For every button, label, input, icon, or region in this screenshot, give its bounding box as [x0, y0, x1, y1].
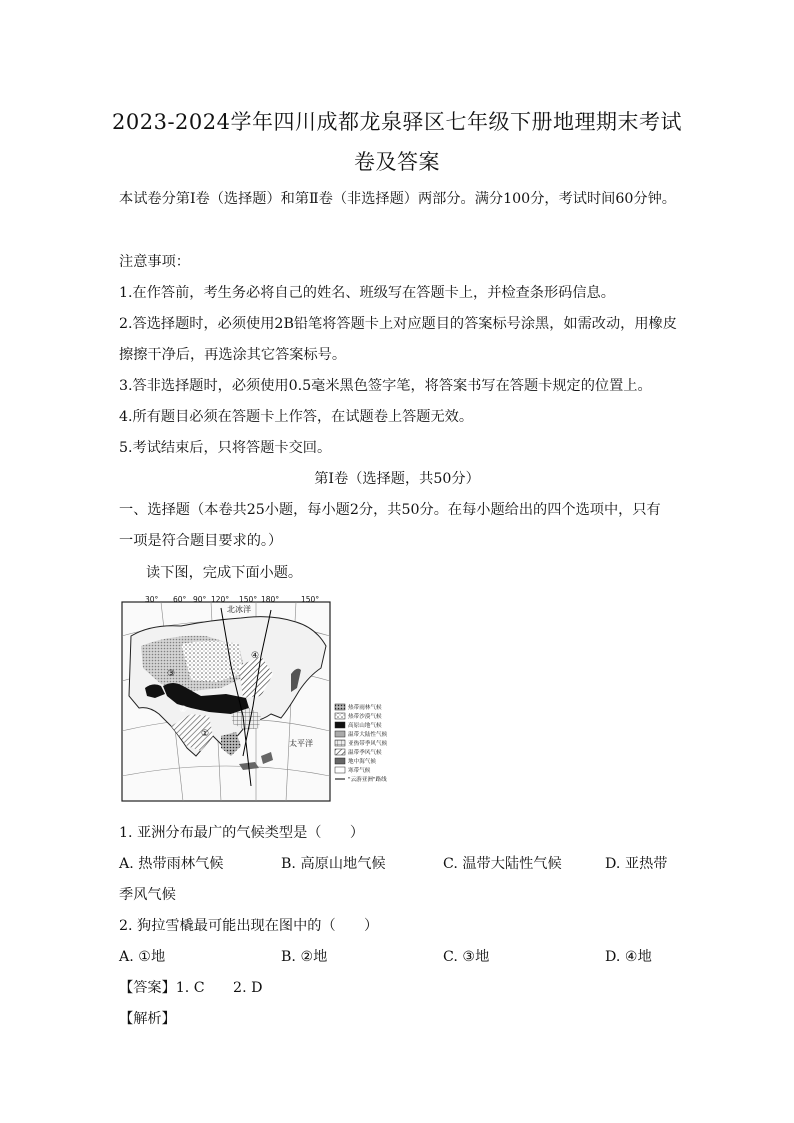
notes-heading: 注意事项： [119, 254, 190, 270]
legend-label-6: 温带季风气候 [348, 750, 382, 756]
legend-label-5: 亚热带季风气候 [348, 741, 388, 747]
legend-swatch-7 [335, 758, 345, 764]
q1-option-a: A. 热带雨林气候 [119, 856, 224, 872]
legend-swatch-1 [335, 704, 345, 710]
arctic-ocean-label: 北冰洋 [227, 605, 251, 614]
marker-2: ② [179, 705, 188, 715]
section-heading: 第Ⅰ卷（选择题，共50分） [314, 471, 480, 487]
pacific-ocean-label: 太平洋 [289, 739, 313, 748]
answer-line [119, 977, 262, 997]
legend-label-8: 寒带气候 [348, 768, 371, 774]
q1-option-b: B. 高原山地气候 [281, 856, 386, 872]
q2-option-d: D. ④地 [605, 949, 652, 965]
legend-label-4: 温带大陆性气候 [348, 732, 388, 738]
section-instruction-line2: 一项是符合题目要求的。） [119, 533, 283, 549]
lon-label-5: 150° [239, 596, 258, 604]
analysis-label: 【解析】 [119, 1011, 176, 1027]
lon-label-6: 180° [261, 596, 280, 604]
legend-swatch-5 [335, 740, 345, 746]
exam-intro: 本试卷分第Ⅰ卷（选择题）和第Ⅱ卷（非选择题）两部分。满分100分，考试时间60分钟。 [119, 191, 676, 207]
legend-label-3: 高原山地气候 [348, 723, 382, 729]
lon-label-7: 150° [301, 596, 320, 604]
q2-option-a: A. ①地 [119, 949, 166, 965]
lon-label-3: 90° [193, 596, 207, 604]
answer-label: 【答案】 [119, 980, 176, 996]
question-2-stem: 2. 狗拉雪橇最可能出现在图中的（ ） [119, 918, 379, 934]
marker-1: ① [201, 729, 210, 739]
legend-label-2: 热带沙漠气候 [348, 714, 382, 720]
question-1-stem: 1. 亚洲分布最广的气候类型是（ ） [119, 825, 365, 841]
map-legend [335, 703, 388, 783]
legend-swatch-8 [335, 767, 345, 773]
note-item-1: 1.在作答前，考生务必将自己的姓名、班级写在答题卡上，并检查条形码信息。 [119, 285, 615, 301]
q2-option-b: B. ②地 [281, 949, 328, 965]
q1-option-c: C. 温带大陆性气候 [443, 856, 562, 872]
q1-option-d-wrap: 季风气候 [119, 887, 176, 903]
marker-3: ③ [167, 669, 176, 679]
lon-label-4: 120° [211, 596, 230, 604]
document-title-line1: 2023-2024学年四川成都龙泉驿区七年级下册地理期末考试 [112, 110, 682, 134]
marker-4: ④ [251, 651, 260, 661]
note-item-2: 2.答选择题时，必须使用2B铅笔将答题卡上对应题目的答案标号涂黑，如需改动，用橡皮 [119, 316, 677, 332]
lon-label-2: 60° [173, 596, 187, 604]
note-item-2-continued: 擦擦干净后，再选涂其它答案标号。 [119, 347, 347, 363]
asia-climate-map [121, 596, 409, 802]
answer-value: 1. C 2. D [175, 980, 263, 996]
q1-option-d: D. 亚热带 [605, 856, 668, 872]
legend-label-1: 热带雨林气候 [348, 705, 382, 711]
legend-label-9: "云游亚洲"路线 [348, 777, 387, 783]
legend-swatch-6 [335, 749, 345, 755]
lon-label-1: 30° [145, 596, 159, 604]
note-item-5: 5.考试结束后，只将答题卡交回。 [119, 440, 332, 456]
legend-swatch-3 [335, 722, 345, 728]
read-map-prompt: 读下图，完成下面小题。 [146, 565, 303, 581]
document-title-line2: 卷及答案 [354, 150, 440, 174]
legend-swatch-2 [335, 713, 345, 719]
q2-option-c: C. ③地 [443, 949, 490, 965]
note-item-3: 3.答非选择题时，必须使用0.5毫米黑色签字笔，将答案书写在答题卡规定的位置上。 [119, 378, 652, 394]
note-item-4: 4.所有题目必须在答题卡上作答，在试题卷上答题无效。 [119, 409, 474, 425]
section-instruction-line1: 一、选择题（本卷共25小题，每小题2分，共50分。在每小题给出的四个选项中，只有 [119, 502, 661, 518]
legend-label-7: 地中海气候 [348, 759, 376, 765]
legend-swatch-4 [335, 731, 345, 737]
